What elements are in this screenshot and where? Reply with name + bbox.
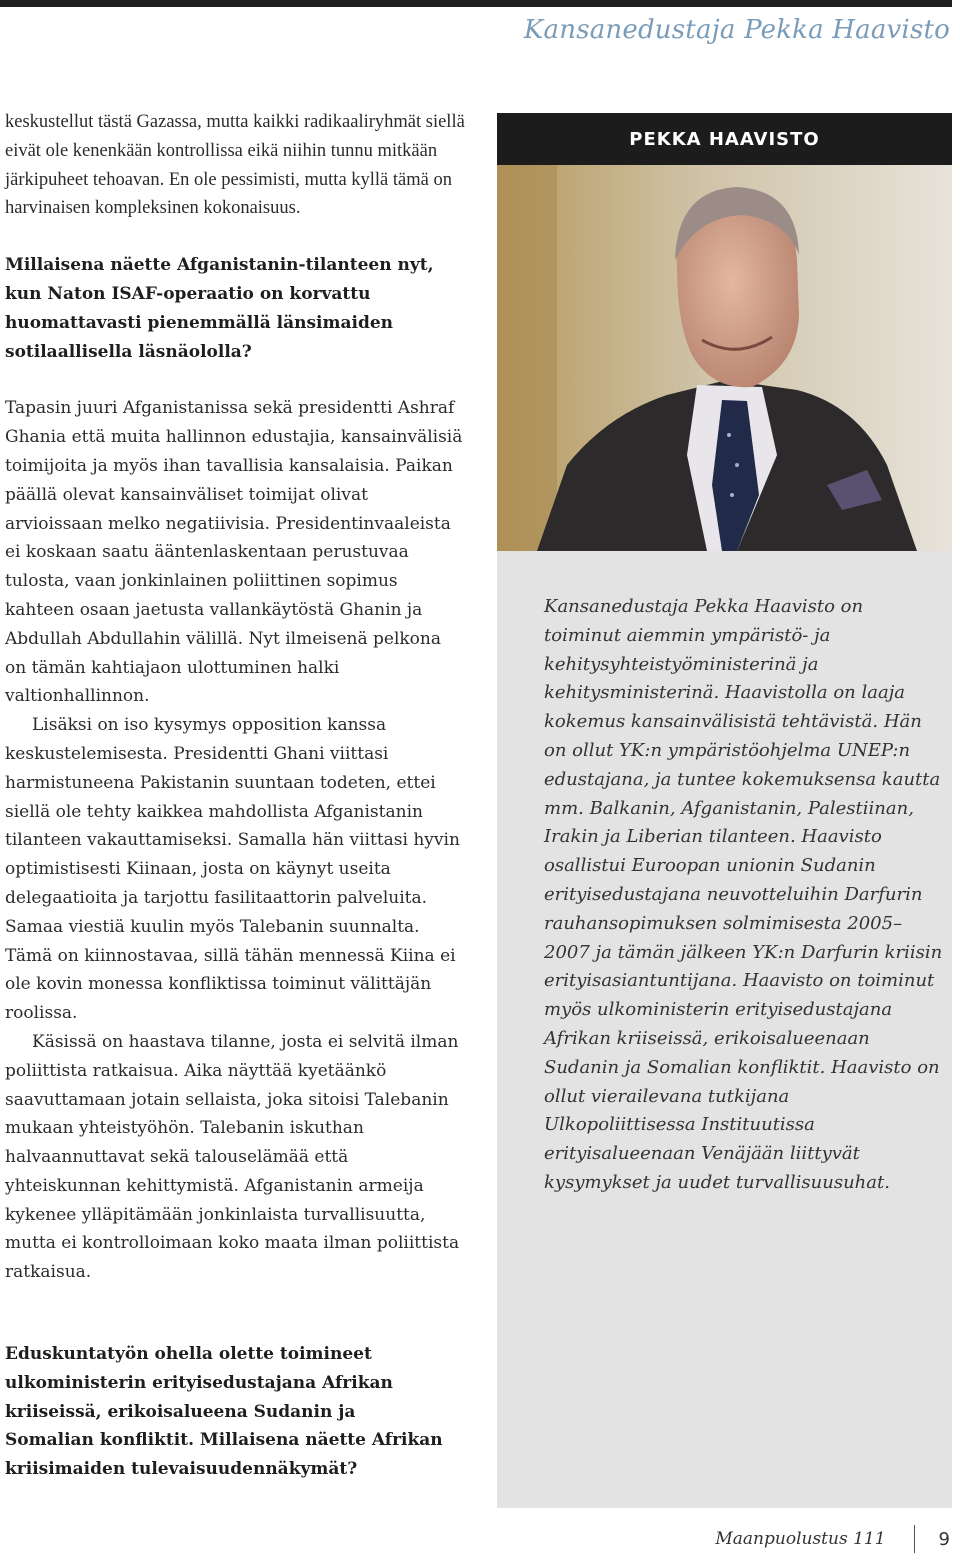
profile-name-bar <box>497 113 952 165</box>
profile-name: PEKKA HAAVISTO <box>629 128 820 150</box>
question-1: Millaisena näette Afganistanin-tilanteen nyt, kun Naton ISAF-operaatio on korvattu huomattavasti pienemmällä länsimaiden sotilaallisella läsnäololla? <box>5 255 434 362</box>
portrait-photo <box>497 165 952 551</box>
page-number: 9 <box>938 1528 950 1550</box>
answer-1-paragraph-2: Lisäksi on iso kysymys opposition kanssa keskustelemisesta. Presidentti Ghani viittasi harmistuneena Pakistanin suuntaan todeten, ettei siellä ole tehty kaikkea mahdollista Afganistanin tilanteen vakauttamiseksi. Samalla hän viittasi hyvin optimistisesti Kiinaan, josta on käynyt useita delegaatioita ja tarjottu fasilitaattorin palveluita. Samaa viestiä kuulin myös Talebanin suunnalta. Tämä on kiinnostavaa, sillä tähän mennessä Kiina ei ole kovin monessa konfliktissa toiminut välittäjän roolissa. <box>5 715 460 1024</box>
intro-paragraph: keskustellut tästä Gazassa, mutta kaikki radikaaliryhmät siellä eivät ole kenenkään kontrollissa eikä niihin tunnu mitkään järkipuheet tehoavan. En ole pessimisti, mutta kyllä tämä on harvinaisen kompleksinen kokonaisuus. <box>5 112 465 219</box>
profile-sidebar <box>497 113 952 1508</box>
page-footer <box>715 1525 950 1553</box>
profile-bio: Kansanedustaja Pekka Haavisto on toiminut aiemmin ympäristö- ja kehitysyhteistyöministerinä ja kehitysministerinä. Haavistolla on laaja kokemus kansainvälisistä tehtävistä. Hän on ollut YK:n ympäristöohjelma UNEP:n edustajana, ja tuntee kokemuksensa kautta mm. Balkanin, Afganistanin, Palestiinan, Irakin ja Liberian tilanteen. Haavisto osallistui Euroopan unionin Sudanin erityisedustajana neuvotteluihin Darfurin rauhansopimuksen solmimisesta 2005–2007 ja tämän jälkeen YK:n Darfurin kriisin erityisasiantuntijana. Haavisto on toiminut myös ulkoministerin erityisedustajana Afrikan kriiseissä, erikoisalueenaan Sudanin ja Somalian konfliktit. Haavisto on ollut vierailevana tutkijana Ulkopoliittisessa Instituutissa erityisalueenaan Venäjään liittyvät kysymykset ja uudet turvallisuusuhat. <box>544 596 943 1193</box>
running-header: Kansanedustaja Pekka Haavisto <box>523 15 950 45</box>
article-column <box>5 108 465 1287</box>
answer-1-paragraph-1: Tapasin juuri Afganistanissa sekä presidentti Ashraf Ghania että muita hallinnon edustajia, kansainvälisiä toimijoita ja myös ihan tavallisia kansalaisia. Paikan päällä olevat kansainväliset toimijat olivat arvioissaan melko negatiivisia. Presidentinvaaleista ei koskaan saatu ääntenlaskentaan perustuvaa tulosta, vaan jonkinlainen poliittinen sopimus kahteen osaan jaetusta vallankäytöstä Ghanin ja Abdullah Abdullahin välillä. Nyt ilmeisenä pelkona on tämän kahtiajaon ulottuminen halki valtionhallinnon. <box>5 398 463 707</box>
top-rule <box>0 0 952 7</box>
publication-name: Maanpuolustus 111 <box>715 1529 886 1549</box>
portrait-photo-icon <box>497 165 952 551</box>
answer-1-paragraph-3: Käsissä on haastava tilanne, josta ei selvitä ilman poliittista ratkaisua. Aika näyttää kyetäänkö saavuttamaan jotain sellaista, joka sitoisi Talebanin mukaan yhteistyöhön. Talebanin iskuthan halvaannuttavat sekä talouselämää että yhteiskunnan kehittymistä. Afganistanin armeija kykenee ylläpitämään jonkinlaista turvallisuutta, mutta ei kontrolloimaan koko maata ilman poliittista ratkaisua. <box>5 1031 460 1283</box>
question-2: Eduskuntatyön ohella olette toimineet ulkoministerin erityisedustajana Afrikan kriiseissä, erikoisalueena Sudanin ja Somalian konfliktit. Millaisena näette Afrikan kriisimaiden tulevaisuudennäkymät? <box>5 1344 443 1480</box>
footer-divider <box>914 1525 915 1553</box>
